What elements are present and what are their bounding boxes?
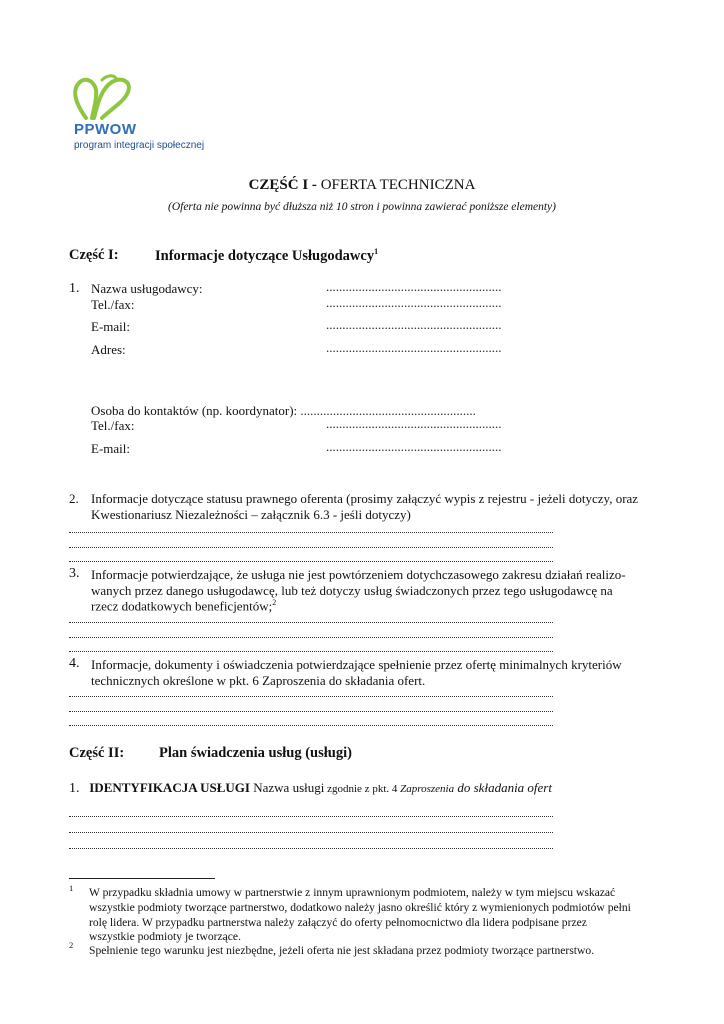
page-subtitle: (Oferta nie powinna być dłuższa niż 10 stron i powinna zawierać poniższe elementy) bbox=[168, 201, 556, 213]
contact-label-email: E-mail: bbox=[91, 441, 130, 456]
title-bold: CZĘŚĆ I - bbox=[248, 177, 317, 193]
contact-label-telfax: Tel./fax: bbox=[91, 418, 135, 433]
field-dots-email[interactable]: ...................................................... bbox=[326, 317, 502, 332]
part1-heading bbox=[155, 247, 378, 265]
contact-label-text: Osoba do kontaktów (np. koordynator): bbox=[91, 403, 298, 418]
item1-number: 1. bbox=[69, 281, 80, 296]
answer-line[interactable] bbox=[69, 561, 553, 562]
footnote-1-line: wszystkie podmioty tworzące partnerstwo, dodatkowo należy jasno określić który z wymienionych podmiotów pełni bbox=[89, 901, 631, 914]
footnote-2-line: Spełnienie tego warunku jest niezbędne, jeżeli oferta nie jest składana przez podmioty tworzące partnerstwo. bbox=[89, 944, 595, 957]
answer-line[interactable] bbox=[69, 651, 553, 652]
part2-item1-italic-small: Zaproszenia bbox=[397, 783, 455, 795]
contact-dots-email[interactable]: ...................................................... bbox=[326, 439, 502, 454]
answer-line[interactable] bbox=[69, 725, 553, 726]
field-label-email: E-mail: bbox=[91, 319, 130, 334]
part2-label: Część II: bbox=[69, 745, 125, 761]
footnote-ref-2: 2 bbox=[272, 598, 277, 607]
footnote-1-line: rolę lidera. W przypadku partnerstwa należy załączyć do oferty pełnomocnictwo dla lidera podpisane przez bbox=[89, 916, 587, 929]
field-label-address: Adres: bbox=[91, 342, 126, 357]
item2-line2: Kwestionariusz Niezależności – załącznik 6.3 - jeśli dotyczy) bbox=[91, 507, 411, 522]
footnote-1-line: wszystkie podmioty je tworzące. bbox=[89, 930, 241, 943]
part2-item1-number: 1. bbox=[69, 781, 80, 796]
field-dots-name[interactable]: ...................................................... bbox=[326, 279, 502, 294]
part2-heading: Plan świadczenia usług (usługi) bbox=[159, 745, 352, 761]
answer-line[interactable] bbox=[69, 816, 553, 817]
item4-line1: Informacje, dokumenty i oświadczenia potwierdzające spełnienie przez ofertę minimalnych kryteriów bbox=[91, 657, 622, 672]
answer-line[interactable] bbox=[69, 622, 553, 623]
page-title bbox=[0, 177, 724, 194]
answer-line[interactable] bbox=[69, 547, 553, 548]
answer-line[interactable] bbox=[69, 532, 553, 533]
answer-line[interactable] bbox=[69, 848, 553, 849]
contact-dots-telfax[interactable]: ...................................................... bbox=[326, 416, 502, 431]
answer-line[interactable] bbox=[69, 832, 553, 833]
answer-line[interactable] bbox=[69, 637, 553, 638]
logo-name: PPWOW bbox=[74, 121, 137, 138]
item2-line1: Informacje dotyczące statusu prawnego oferenta (prosimy załączyć wypis z rejestru - jeżeli dotyczy, oraz bbox=[91, 491, 639, 506]
footnote-1-line: W przypadku składnia umowy w partnerstwie z innym uprawnionym podmiotem, należy w tym miejscu wskazać bbox=[89, 886, 616, 899]
footnote-separator bbox=[69, 878, 215, 879]
footnote-2-number: 2 bbox=[69, 940, 74, 950]
item4-number: 4. bbox=[69, 656, 80, 671]
logo bbox=[70, 74, 210, 154]
field-dots-telfax[interactable]: ...................................................... bbox=[326, 295, 502, 310]
logo-tagline: program integracji społecznej bbox=[74, 140, 205, 151]
part1-heading-text: Informacje dotyczące Usługodawcy bbox=[155, 247, 375, 264]
field-label-telfax: Tel./fax: bbox=[91, 297, 135, 312]
item3-line3-text: rzecz dodatkowych beneficjentów; bbox=[91, 598, 273, 614]
part2-item1 bbox=[69, 780, 552, 797]
part1-label: Część I: bbox=[69, 247, 119, 263]
part2-item1-small: zgodnie z pkt. 4 bbox=[324, 783, 398, 795]
item3-line1: Informacje potwierdzające, że usługa nie jest powtórzeniem dotychczasowego zakresu działań realizo- bbox=[91, 567, 626, 582]
field-dots-contact[interactable]: ...................................................... bbox=[300, 403, 476, 418]
field-label-name: Nazwa usługodawcy: bbox=[91, 281, 203, 296]
item3-line2: wanych przez danego usługodawcę, lub też dotyczy usług świadczonych przez tego usługodawcę na bbox=[91, 583, 613, 598]
item3-number: 3. bbox=[69, 566, 80, 581]
item4-line2: technicznych określone w pkt. 6 Zaproszenia do składania ofert. bbox=[91, 673, 426, 688]
item2-number: 2. bbox=[69, 491, 79, 506]
title-rest: OFERTA TECHNICZNA bbox=[316, 177, 476, 193]
part2-item1-bold: IDENTYFIKACJA USŁUGI bbox=[89, 780, 250, 795]
field-dots-address[interactable]: ...................................................... bbox=[326, 340, 502, 355]
answer-line[interactable] bbox=[69, 696, 553, 697]
ppwow-logo-icon bbox=[72, 74, 142, 122]
footnote-ref-1: 1 bbox=[374, 247, 379, 256]
part2-item1-italic: do składania ofert bbox=[454, 780, 552, 795]
answer-line[interactable] bbox=[69, 711, 553, 712]
item3-line3 bbox=[91, 598, 276, 614]
part2-item1-text: Nazwa usługi bbox=[249, 780, 325, 795]
footnote-1-number: 1 bbox=[69, 883, 74, 893]
